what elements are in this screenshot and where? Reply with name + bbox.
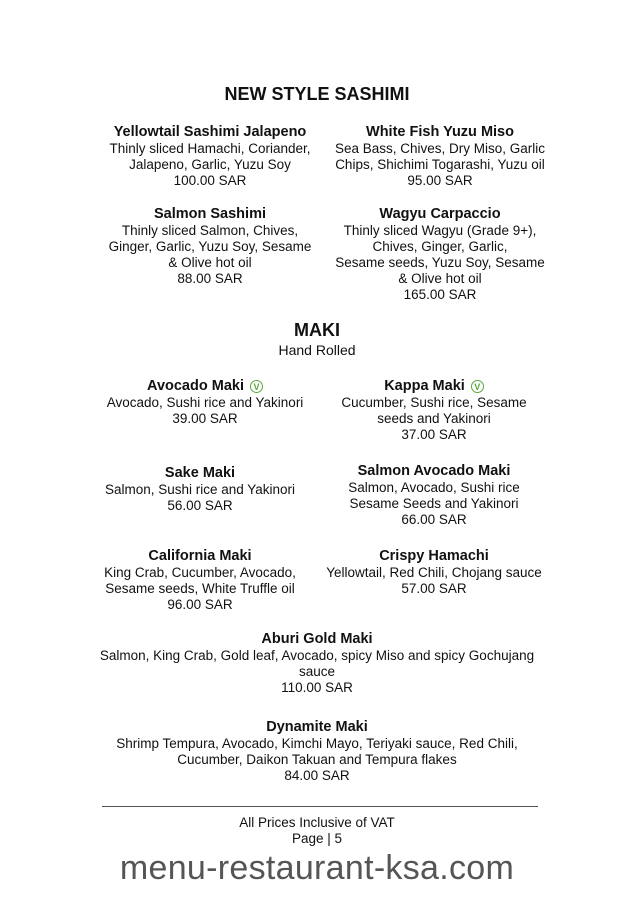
menu-item: [284, 378, 584, 443]
item-price: 39.00 SAR: [172, 411, 238, 426]
item-desc: Sea Bass, Chives, Dry Miso, Garlic: [334, 141, 546, 156]
menu-item: [290, 124, 590, 189]
item-price: 165.00 SAR: [403, 287, 477, 302]
item-name-row: [384, 378, 484, 395]
item-price: 110.00 SAR: [281, 680, 353, 695]
section-title-sashimi: NEW STYLE SASHIMI: [224, 84, 410, 104]
menu-item: [290, 206, 590, 303]
item-price: 88.00 SAR: [177, 271, 243, 286]
item-price: 57.00 SAR: [401, 581, 467, 596]
menu-item: [40, 719, 594, 784]
item-name: Yellowtail Sashimi Jalapeno: [113, 124, 307, 140]
menu-item: [40, 631, 594, 696]
item-desc: Salmon, Avocado, Sushi rice: [348, 480, 520, 495]
item-desc: Sesame Seeds and Yakinori: [349, 496, 519, 511]
item-desc: Salmon, King Crab, Gold leaf, Avocado, spicy Miso and spicy Gochujang: [99, 648, 535, 663]
item-price: 100.00 SAR: [173, 173, 247, 188]
menu-item: [284, 463, 584, 528]
item-desc: Sesame seeds, White Truffle oil: [105, 581, 295, 596]
item-name: Dynamite Maki: [266, 719, 368, 735]
vegetarian-icon: V: [250, 380, 263, 393]
item-desc: Chips, Shichimi Togarashi, Yuzu oil: [335, 157, 545, 172]
item-name-row: [147, 378, 263, 395]
item-desc: Ginger, Garlic, Yuzu Soy, Sesame: [108, 239, 312, 254]
item-price: 37.00 SAR: [401, 427, 467, 442]
item-desc: Jalapeno, Garlic, Yuzu Soy: [129, 157, 291, 172]
item-name: Wagyu Carpaccio: [379, 206, 501, 222]
item-price: 95.00 SAR: [407, 173, 473, 188]
item-desc: Cucumber, Daikon Takuan and Tempura flakes: [177, 752, 457, 767]
item-name: Salmon Avocado Maki: [357, 463, 511, 479]
item-desc: seeds and Yakinori: [377, 411, 491, 426]
vat-note: All Prices Inclusive of VAT: [239, 815, 395, 830]
section-title-maki: MAKI: [294, 320, 340, 340]
item-desc: Cucumber, Sushi rice, Sesame: [341, 395, 527, 410]
menu-item: [284, 548, 584, 597]
item-desc: sauce: [298, 664, 336, 679]
item-desc: & Olive hot oil: [168, 255, 252, 270]
section-subtitle-maki: Hand Rolled: [278, 342, 356, 358]
item-desc: Thinly sliced Wagyu (Grade 9+),: [343, 223, 537, 238]
item-desc: Salmon, Sushi rice and Yakinori: [104, 482, 296, 497]
item-name: White Fish Yuzu Miso: [366, 124, 514, 140]
item-name: Sake Maki: [164, 465, 236, 481]
item-name: Aburi Gold Maki: [261, 631, 373, 647]
item-name: California Maki: [148, 548, 252, 564]
item-desc: Shrimp Tempura, Avocado, Kimchi Mayo, Teriyaki sauce, Red Chili,: [116, 736, 518, 751]
watermark: menu-restaurant-ksa.com: [119, 849, 515, 887]
footer-divider: [102, 806, 538, 807]
item-price: 84.00 SAR: [284, 768, 350, 783]
item-desc: Chives, Ginger, Garlic,: [372, 239, 508, 254]
item-desc: Thinly sliced Hamachi, Coriander,: [109, 141, 311, 156]
item-price: 96.00 SAR: [167, 597, 233, 612]
item-name: Avocado Maki: [147, 378, 244, 394]
item-name: Salmon Sashimi: [153, 206, 266, 222]
item-desc: Avocado, Sushi rice and Yakinori: [106, 395, 304, 410]
page-number: Page | 5: [291, 831, 343, 846]
vegetarian-icon: V: [471, 380, 484, 393]
item-desc: Sesame seeds, Yuzu Soy, Sesame: [335, 255, 545, 270]
item-desc: Yellowtail, Red Chili, Chojang sauce: [326, 565, 542, 580]
item-desc: Thinly sliced Salmon, Chives,: [121, 223, 299, 238]
item-desc: & Olive hot oil: [398, 271, 482, 286]
item-name: Kappa Maki: [384, 378, 465, 394]
item-price: 56.00 SAR: [167, 498, 233, 513]
item-desc: King Crab, Cucumber, Avocado,: [104, 565, 296, 580]
item-name: Crispy Hamachi: [379, 548, 489, 564]
item-price: 66.00 SAR: [401, 512, 467, 527]
